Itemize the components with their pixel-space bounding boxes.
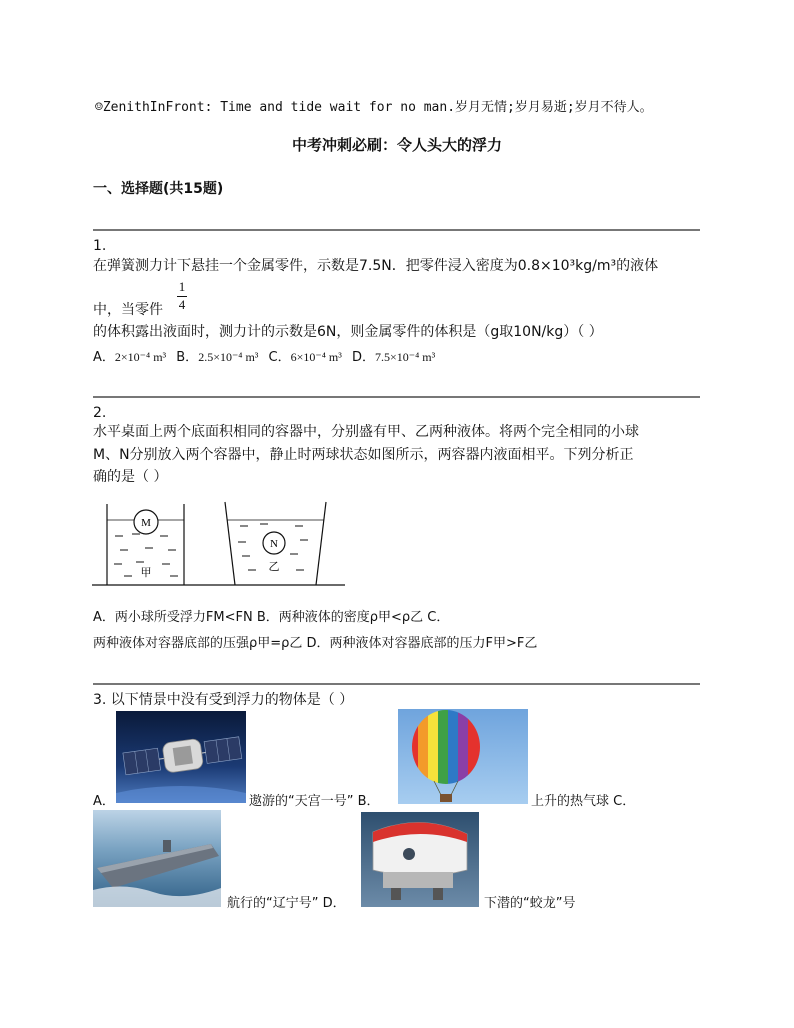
container-b-right [316, 502, 326, 585]
liquid-b-label: 乙 [268, 561, 280, 573]
q2-number: 2. [93, 405, 107, 421]
divider [93, 396, 700, 398]
section-heading: 一、选择题(共15题) [93, 181, 224, 197]
q1-number: 1. [93, 238, 107, 254]
space-station-image [116, 711, 246, 803]
q1-options [93, 346, 435, 365]
divider [93, 229, 700, 231]
q3-option-c-text: 航行的“辽宁号” D． [227, 896, 346, 911]
q1-line2: 中，当零件 [93, 302, 163, 318]
q1-line3: 的体积露出液面时，测力计的示数是6N，则金属零件的体积是（g取10N/kg）（ ） [93, 324, 603, 340]
q3-option-b-text: 上升的热气球 C． [531, 794, 636, 809]
option-d-value: 7.5×10⁻⁴ m³ [375, 350, 436, 364]
aircraft-carrier-image [93, 810, 221, 907]
option-d-label: D． [351, 350, 375, 365]
q2-options-line2: 两种液体对容器底部的压强ρ甲=ρ乙 D．两种液体对容器底部的压力F甲>F乙 [93, 636, 538, 651]
containers-diagram [90, 498, 350, 590]
q3-option-d-text: 下潜的“蛟龙”号 [484, 896, 576, 911]
q2-line3: 确的是（ ） [93, 469, 168, 485]
divider [93, 683, 700, 685]
q1-line1: 在弹簧测力计下悬挂一个金属零件，示数是7.5N．把零件浸入密度为0.8×10³kg/m³的液体 [93, 258, 659, 274]
q2-options-line1: A．两小球所受浮力FM<FN B．两种液体的密度ρ甲<ρ乙 C． [93, 610, 450, 625]
q3-option-a-label: A． [93, 794, 115, 809]
fraction-denominator: 4 [178, 297, 186, 312]
hot-air-balloon-image [398, 709, 528, 804]
liquid-a-label: 甲 [140, 567, 152, 579]
page-title: 中考冲刺必刷：令人头大的浮力 [291, 136, 502, 154]
container-b-left [225, 502, 235, 585]
motto-line: ☺ZenithInFront: Time and tide wait for no man.岁月无情;岁月易逝;岁月不待人。 [95, 100, 653, 115]
submersible-image [361, 812, 479, 907]
option-c-value: 6×10⁻⁴ m³ [290, 350, 342, 364]
q3-option-a-text: 遨游的“天宫一号” B． [249, 794, 380, 809]
option-c-label: C． [268, 350, 291, 365]
q2-line2: M、N分别放入两个容器中，静止时两球状态如图所示，两容器内液面相平。下列分析正 [93, 447, 634, 463]
option-b-label: B． [176, 350, 199, 365]
option-a-value: 2×10⁻⁴ m³ [114, 350, 167, 364]
option-b-value: 2.5×10⁻⁴ m³ [198, 350, 259, 364]
ball-n-label: N [270, 538, 278, 550]
q3-stem: 3. 以下情景中没有受到浮力的物体是（ ） [93, 692, 354, 708]
q2-line1: 水平桌面上两个底面积相同的容器中，分别盛有甲、乙两种液体。将两个完全相同的小球 [93, 424, 639, 440]
option-a-label: A． [93, 350, 115, 365]
fraction-numerator: 1 [178, 279, 186, 294]
ball-m-label: M [141, 517, 151, 529]
